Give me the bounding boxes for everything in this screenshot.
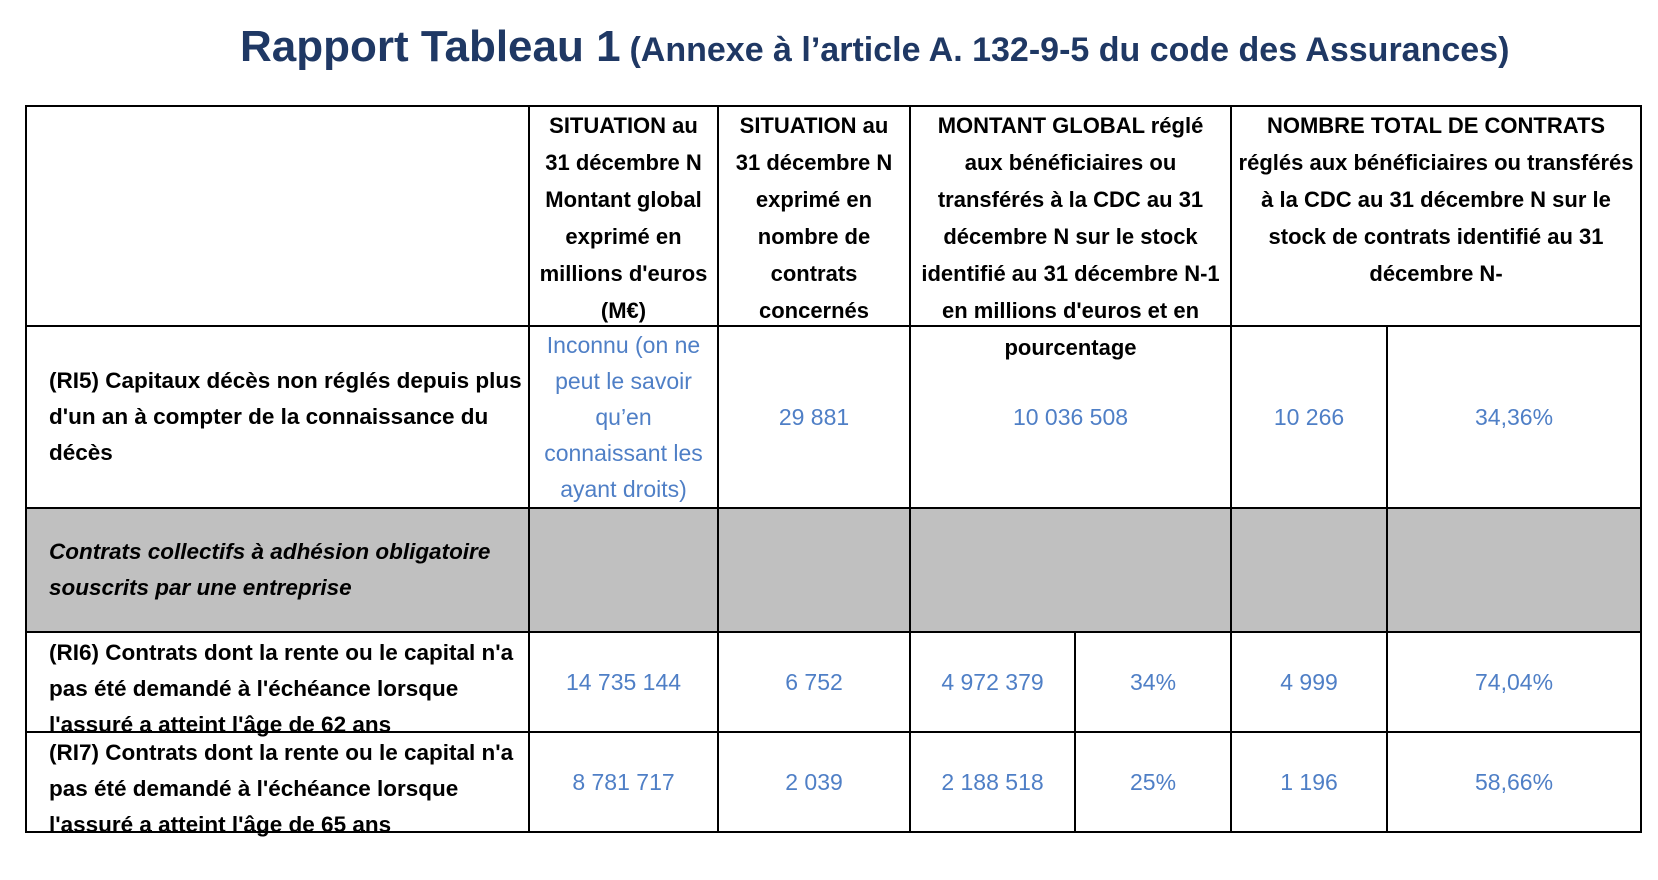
header-contracts: SITUATION au 31 décembre N exprimé en nombre de contrats concernés	[718, 106, 910, 326]
title-main: Rapport Tableau 1	[240, 22, 621, 71]
cell-ri6-settled-amount-pct: 34%	[1075, 632, 1231, 732]
cell-ri5-contracts: 29 881	[718, 326, 910, 508]
table-row-ri7	[26, 732, 1641, 832]
page-title	[240, 22, 1509, 72]
row-label-collective: Contrats collectifs à adhésion obligatoire souscrits par une entreprise	[26, 508, 529, 632]
cell-ri7-settled-contracts: 1 196	[1231, 732, 1387, 832]
header-settled-amount: MONTANT GLOBAL réglé aux bénéficiaires ou transférés à la CDC au 31 décembre N sur le stock identifié au 31 décembre N-1 en millions d'euros et en pourcentage	[910, 106, 1231, 326]
cell-ri6-settled-contracts: 4 999	[1231, 632, 1387, 732]
header-settled-contracts: NOMBRE TOTAL DE CONTRATS réglés aux bénéficiaires ou transférés à la CDC au 31 décembre N sur le stock de contrats identifié au 31 décembre N-	[1231, 106, 1641, 326]
cell-ri5-settled-amount: 10 036 508	[910, 326, 1231, 508]
cell-ri5-settled-contracts: 10 266	[1231, 326, 1387, 508]
cell-collective-contracts	[718, 508, 910, 632]
cell-collective-settled-amount	[910, 508, 1231, 632]
report-table	[25, 105, 1642, 837]
table-row-collective	[26, 508, 1641, 632]
cell-ri7-settled-amount-pct: 25%	[1075, 732, 1231, 832]
table-row-ri5	[26, 326, 1641, 508]
title-subtitle: (Annexe à l’article A. 132-9-5 du code des Assurances)	[629, 31, 1510, 69]
cell-collective-amount	[529, 508, 718, 632]
row-label-ri6: (RI6) Contrats dont la rente ou le capital n'a pas été demandé à l'échéance lorsque l'assuré a atteint l'âge de 62 ans	[26, 632, 529, 732]
cell-ri6-amount: 14 735 144	[529, 632, 718, 732]
row-label-ri7: (RI7) Contrats dont la rente ou le capital n'a pas été demandé à l'échéance lorsque l'assuré a atteint l'âge de 65 ans	[26, 732, 529, 832]
table-row-ri6	[26, 632, 1641, 732]
cell-ri7-settled-contracts-pct: 58,66%	[1387, 732, 1641, 832]
cell-collective-settled-contracts	[1231, 508, 1387, 632]
cell-ri7-amount: 8 781 717	[529, 732, 718, 832]
header-empty-cell	[26, 106, 529, 326]
cell-ri5-settled-contracts-pct: 34,36%	[1387, 326, 1641, 508]
cell-collective-settled-contracts-pct	[1387, 508, 1641, 632]
row-label-ri5: (RI5) Capitaux décès non réglés depuis plus d'un an à compter de la connaissance du décès	[26, 326, 529, 508]
cell-ri7-contracts: 2 039	[718, 732, 910, 832]
cell-ri7-settled-amount: 2 188 518	[910, 732, 1075, 832]
header-amount: SITUATION au 31 décembre N Montant global exprimé en millions d'euros (M€)	[529, 106, 718, 326]
cell-ri5-amount: Inconnu (on ne peut le savoir qu’en connaissant les ayant droits)	[529, 326, 718, 508]
header-row	[26, 106, 1641, 326]
cell-ri6-settled-contracts-pct: 74,04%	[1387, 632, 1641, 732]
cell-ri6-settled-amount: 4 972 379	[910, 632, 1075, 732]
cell-ri6-contracts: 6 752	[718, 632, 910, 732]
